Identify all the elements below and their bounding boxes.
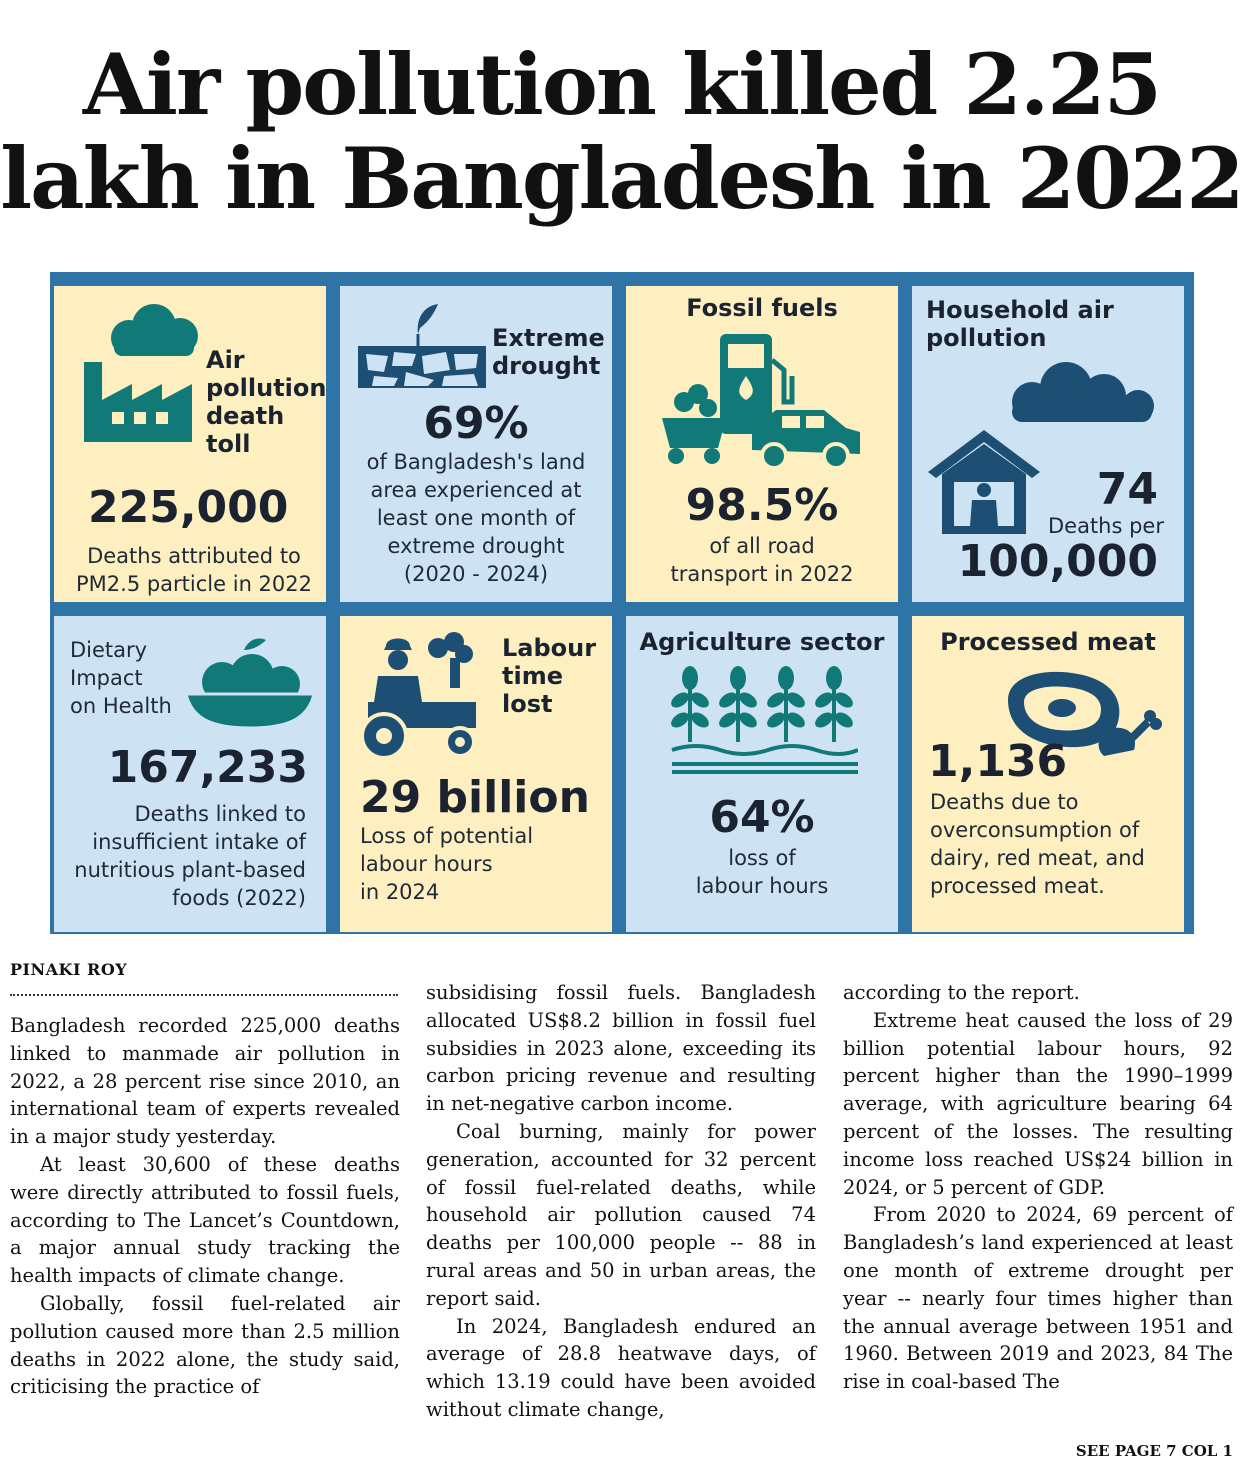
cell-desc-line: (2020 - 2024): [403, 562, 549, 586]
cell-desc-line: Deaths due to: [930, 790, 1079, 814]
cell-title-line: Dietary: [70, 638, 148, 662]
cell-title-line: time: [502, 662, 563, 690]
cell-title-line: death: [206, 402, 285, 430]
cell-title: Fossil fuels: [686, 294, 838, 322]
cell-desc-line: processed meat.: [930, 874, 1105, 898]
cell-title-line: drought: [492, 352, 601, 380]
cell-title-line: Household air: [926, 296, 1114, 324]
cell-title: Processed meat: [940, 628, 1156, 656]
headline: [0, 35, 1243, 228]
cell-desc-line: extreme drought: [387, 534, 565, 558]
cell-desc-line: of all road: [709, 534, 815, 558]
cell-desc-line: labour hours: [695, 874, 829, 898]
cell-desc-line: area experienced at: [370, 478, 582, 502]
cell-value: 1,136: [928, 736, 1068, 787]
cell-title-line: Extreme: [492, 324, 605, 352]
article-paragraph: Coal burning, mainly for power generation, accounted for 32 percent of fossil fuel-related deaths, while household air pollution caused 74 deaths per 100,000 people -- 88 in rural areas and 50 in urban areas, the report said.: [426, 1119, 816, 1310]
cell-air-pollution-death-toll: [54, 286, 326, 602]
cloud-icon: [972, 358, 1172, 428]
cell-household-air-pollution: [912, 286, 1184, 602]
article-column-1: [10, 1012, 400, 1401]
drought-icon: [354, 300, 494, 390]
article-paragraph: Globally, fossil fuel-related air pollution caused more than 2.5 million deaths in 2022 alone, the study said, criticising the practice of: [10, 1291, 400, 1399]
article-paragraph: subsidising fossil fuels. Bangladesh allocated US$8.2 billion in fossil fuel subsidies in 2023 alone, exceeding its carbon pricing revenue and resulting in net-negative carbon income.: [426, 981, 816, 1116]
cell-title-line: on Health: [70, 694, 172, 718]
cell-value-secondary: 100,000: [957, 536, 1158, 587]
cell-desc-line: Deaths attributed to: [87, 544, 301, 568]
cell-value: 74: [1096, 464, 1158, 515]
cell-value: 167,233: [107, 742, 308, 793]
cell-desc-line: PM2.5 particle in 2022: [76, 572, 312, 596]
cell-desc-line: loss of: [728, 846, 796, 870]
cell-dietary-impact: [54, 616, 326, 932]
headline-line-2: lakh in Bangladesh in 2022: [0, 129, 1243, 228]
cell-value: 98.5%: [685, 480, 839, 531]
article-paragraph: according to the report.: [843, 981, 1080, 1004]
cell-desc-line: Loss of potential: [360, 824, 534, 848]
cell-desc-line: nutritious plant-based: [74, 858, 306, 882]
article-paragraph: In 2024, Bangladesh endured an average of 28.8 heatwave days, of which 13.19 could have been avoided without climate change,: [426, 1314, 816, 1421]
infographic-panel: [50, 272, 1194, 934]
cell-processed-meat: [912, 616, 1184, 932]
cell-labour-time-lost: [340, 616, 612, 932]
cell-extreme-drought: [340, 286, 612, 602]
cell-title-line: pollution: [206, 374, 326, 402]
cell-desc-line: least one month of: [376, 506, 576, 530]
cell-title-line: toll: [206, 430, 251, 458]
cell-desc-line: insufficient intake of: [92, 830, 306, 854]
article-paragraph: Extreme heat caused the loss of 29 billion potential labour hours, 92 percent higher than the 1990–1999 average, with agriculture bearing 64 percent of the losses. The resulting income loss reached US$24 billion in 2024, or 5 percent of GDP.: [843, 1008, 1233, 1199]
cell-desc-line: dairy, red meat, and: [930, 846, 1145, 870]
article-paragraph: At least 30,600 of these deaths were directly attributed to fossil fuels, according to The Lancet’s Countdown, a major annual study tracking the health impacts of climate change.: [10, 1152, 400, 1288]
cell-value: 225,000: [88, 482, 289, 533]
cell-desc-line: transport in 2022: [670, 562, 854, 586]
cell-fossil-fuels: [626, 286, 898, 602]
cell-value: 64%: [709, 792, 815, 843]
cell-desc-line: foods (2022): [172, 886, 306, 910]
cell-title-line: Labour: [502, 634, 597, 662]
cell-desc-line: Deaths linked to: [134, 802, 306, 826]
cell-value: 29 billion: [360, 772, 590, 823]
continuation-note: SEE PAGE 7 COL 1: [1075, 1442, 1233, 1460]
article-column-2: [426, 979, 816, 1424]
cell-title-line: lost: [502, 690, 553, 718]
article-paragraph: From 2020 to 2024, 69 percent of Bangladesh’s land experienced at least one month of extreme drought per year -- nearly four times higher than the annual average between 1951 and 1960. Between 2019 and 2023, 84 The rise in coal-based The: [843, 1203, 1233, 1394]
house-icon: [924, 426, 1044, 536]
byline-divider: [10, 994, 398, 996]
cell-desc-line: in 2024: [360, 880, 440, 904]
cell-desc-line: labour hours: [360, 852, 493, 876]
cell-desc-line: overconsumption of: [930, 818, 1140, 842]
cell-desc: Deaths per: [1047, 514, 1164, 538]
fruit-bowl-icon: [182, 632, 318, 732]
article-paragraph: Bangladesh recorded 225,000 deaths linked to manmade air pollution in 2022, a 28 percent rise since 2010, an international team of experts revealed in a major study yesterday.: [10, 1014, 400, 1149]
cell-title: Agriculture sector: [639, 628, 885, 656]
byline: PINAKI ROY: [10, 960, 128, 979]
crops-icon: [668, 666, 858, 776]
fuel-pump-icon: [656, 330, 876, 480]
cell-title-line: Impact: [70, 666, 143, 690]
cell-value: 69%: [423, 398, 529, 449]
tractor-icon: [350, 632, 490, 762]
cell-title-line: pollution: [926, 324, 1047, 352]
cell-desc-line: of Bangladesh's land: [366, 450, 586, 474]
headline-line-1: Air pollution killed 2.25: [82, 35, 1161, 134]
cell-agriculture-sector: [626, 616, 898, 932]
cell-title-line: Air: [206, 346, 245, 374]
article-column-3: [843, 979, 1233, 1396]
